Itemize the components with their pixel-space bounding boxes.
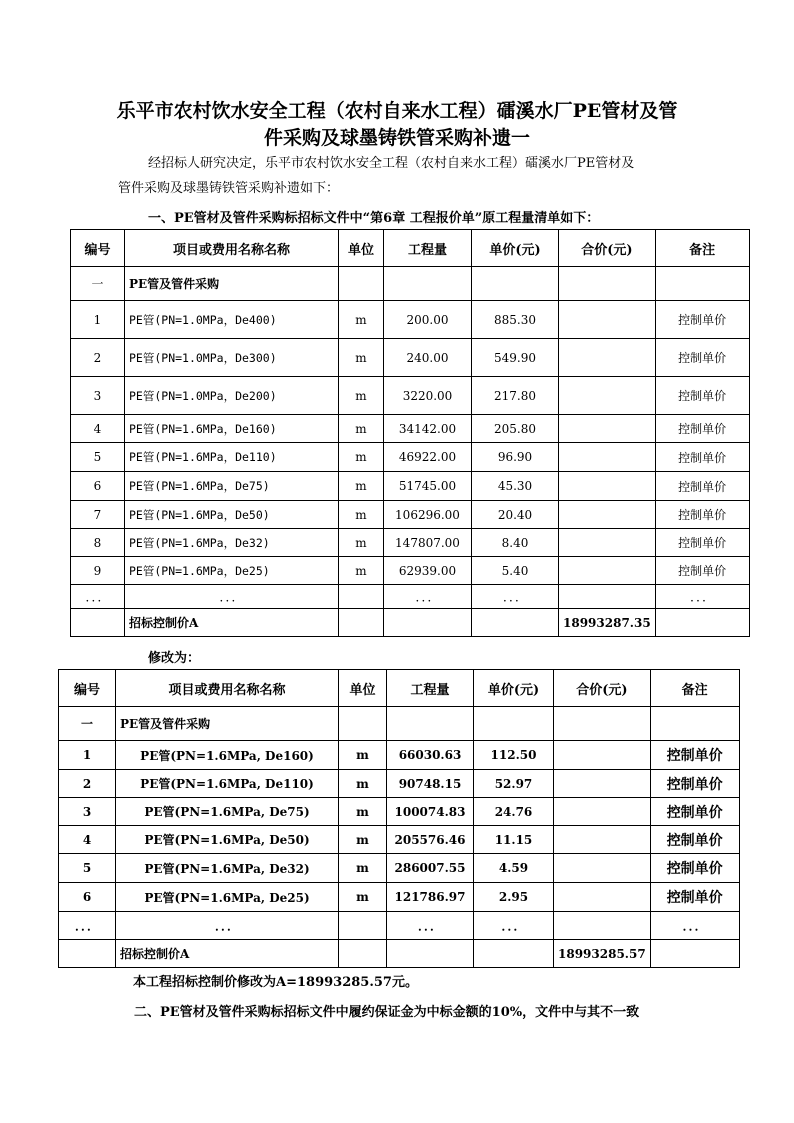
row-name: PE管(PN=1.6MPa，De110): [125, 443, 339, 472]
header-total: 合价(元): [559, 230, 656, 267]
ellipsis-cell: ．．．: [384, 585, 472, 609]
row-total: [554, 883, 651, 912]
header-no: 编号: [59, 670, 116, 707]
table-row: [71, 529, 750, 557]
row-price: 24.76: [474, 798, 554, 826]
empty-cell: [339, 585, 384, 609]
row-no: 6: [59, 883, 116, 912]
row-price: 52.97: [474, 770, 554, 798]
row-unit: m: [339, 501, 384, 529]
ellipsis-cell: ．．．: [125, 585, 339, 609]
row-total: [554, 798, 651, 826]
ellipsis-cell: ．．．: [655, 585, 749, 609]
header-qty: 工程量: [387, 670, 474, 707]
row-name: PE管(PN=1.6MPa，De32): [125, 529, 339, 557]
row-no: 5: [59, 854, 116, 883]
row-qty: 51745.00: [384, 472, 472, 501]
row-name: PE管(PN=1.6MPa，De75): [125, 472, 339, 501]
row-no: 9: [71, 557, 125, 585]
table-row: [59, 854, 740, 883]
row-total: [559, 557, 656, 585]
row-qty: 90748.15: [387, 770, 474, 798]
header-price: 单价(元): [474, 670, 554, 707]
row-name: PE管(PN=1.6MPa，De50): [125, 501, 339, 529]
row-note: 控制单价: [650, 854, 739, 883]
row-unit: m: [339, 377, 384, 415]
table-header-row: [71, 230, 750, 267]
row-no: 5: [71, 443, 125, 472]
row-price: 20.40: [472, 501, 559, 529]
table-row: [71, 415, 750, 443]
table-row: [71, 301, 750, 339]
ellipsis-cell: ．．．: [387, 912, 474, 940]
footer-section2: 二、PE管材及管件采购标招标文件中履约保证金为中标金额的10%，文件中与其不一致: [134, 1005, 640, 1020]
empty-cell: [655, 267, 749, 301]
row-name: PE管(PN=1.6MPa, De110): [116, 770, 339, 798]
doc-title-line1: 乐平市农村饮水安全工程（农村自来水工程）礌溪水厂PE管材及管: [116, 100, 678, 122]
group-no: 一: [71, 267, 125, 301]
ellipsis-cell: ．．．: [650, 912, 739, 940]
row-qty: 286007.55: [387, 854, 474, 883]
row-unit: m: [339, 854, 387, 883]
empty-cell: [339, 609, 384, 637]
row-total: [559, 339, 656, 377]
row-no: 8: [71, 529, 125, 557]
row-note: 控制单价: [650, 883, 739, 912]
row-unit: m: [339, 529, 384, 557]
row-unit: m: [339, 472, 384, 501]
empty-cell: [387, 940, 474, 968]
empty-cell: [472, 267, 559, 301]
intro-line2: 管件采购及球墨铸铁管采购补遗如下：: [118, 181, 340, 196]
ellipsis-cell: ．．．: [474, 912, 554, 940]
row-no: 3: [71, 377, 125, 415]
table-row: [59, 741, 740, 770]
ellipsis-row: [71, 585, 750, 609]
row-no: 1: [71, 301, 125, 339]
group-no: 一: [59, 707, 116, 741]
intro-line1: 经招标人研究决定，乐平市农村饮水安全工程（农村自来水工程）礌溪水厂PE管材及: [148, 156, 635, 171]
row-price: 45.30: [472, 472, 559, 501]
row-price: 885.30: [472, 301, 559, 339]
row-price: 8.40: [472, 529, 559, 557]
row-qty: 240.00: [384, 339, 472, 377]
row-note: 控制单价: [650, 770, 739, 798]
row-qty: 200.00: [384, 301, 472, 339]
empty-cell: [384, 609, 472, 637]
row-note: 控制单价: [655, 301, 749, 339]
row-total: [559, 415, 656, 443]
row-total: [559, 472, 656, 501]
table-row: [71, 501, 750, 529]
row-name: PE管(PN=1.6MPa, De25): [116, 883, 339, 912]
empty-cell: [71, 609, 125, 637]
modified-quantity-table: [58, 669, 740, 968]
row-name: PE管(PN=1.6MPa, De32): [116, 854, 339, 883]
row-name: PE管(PN=1.6MPa, De50): [116, 826, 339, 854]
row-qty: 121786.97: [387, 883, 474, 912]
row-note: 控制单价: [655, 339, 749, 377]
row-note: 控制单价: [655, 443, 749, 472]
row-qty: 100074.83: [387, 798, 474, 826]
row-unit: m: [339, 883, 387, 912]
row-name: PE管(PN=1.6MPa，De160): [125, 415, 339, 443]
row-name: PE管(PN=1.0MPa，De200): [125, 377, 339, 415]
header-price: 单价(元): [472, 230, 559, 267]
row-unit: m: [339, 798, 387, 826]
row-qty: 106296.00: [384, 501, 472, 529]
row-note: 控制单价: [655, 472, 749, 501]
row-qty: 66030.63: [387, 741, 474, 770]
group-row: [59, 707, 740, 741]
row-price: 5.40: [472, 557, 559, 585]
row-total: [559, 501, 656, 529]
empty-cell: [474, 707, 554, 741]
total-row: [59, 940, 740, 968]
row-note: 控制单价: [650, 741, 739, 770]
table-row: [59, 770, 740, 798]
empty-cell: [474, 940, 554, 968]
original-quantity-table: [70, 229, 750, 637]
row-unit: m: [339, 415, 384, 443]
row-name: PE管(PN=1.0MPa，De300): [125, 339, 339, 377]
header-unit: 单位: [339, 670, 387, 707]
row-price: 549.90: [472, 339, 559, 377]
row-total: [559, 301, 656, 339]
row-no: 7: [71, 501, 125, 529]
row-qty: 62939.00: [384, 557, 472, 585]
header-qty: 工程量: [384, 230, 472, 267]
header-total: 合价(元): [554, 670, 651, 707]
empty-cell: [650, 940, 739, 968]
row-qty: 147807.00: [384, 529, 472, 557]
row-unit: m: [339, 301, 384, 339]
row-qty: 46922.00: [384, 443, 472, 472]
row-price: 112.50: [474, 741, 554, 770]
row-qty: 205576.46: [387, 826, 474, 854]
empty-cell: [554, 707, 651, 741]
row-price: 11.15: [474, 826, 554, 854]
ellipsis-cell: ．．．: [59, 912, 116, 940]
row-unit: m: [339, 741, 387, 770]
row-no: 1: [59, 741, 116, 770]
row-price: 4.59: [474, 854, 554, 883]
row-no: 4: [71, 415, 125, 443]
header-name: 项目或费用名称名称: [116, 670, 339, 707]
row-unit: m: [339, 339, 384, 377]
row-total: [559, 529, 656, 557]
empty-cell: [384, 267, 472, 301]
empty-cell: [559, 267, 656, 301]
total-label: 招标控制价A: [125, 609, 339, 637]
ellipsis-cell: ．．．: [472, 585, 559, 609]
header-name: 项目或费用名称名称: [125, 230, 339, 267]
row-price: 205.80: [472, 415, 559, 443]
group-row: [71, 267, 750, 301]
total-value: 18993285.57: [554, 940, 651, 968]
header-note: 备注: [655, 230, 749, 267]
total-label: 招标控制价A: [116, 940, 339, 968]
empty-cell: [655, 609, 749, 637]
empty-cell: [339, 707, 387, 741]
doc-title-line2: 件采购及球墨铸铁管采购补遗一: [263, 127, 530, 149]
row-name: PE管(PN=1.6MPa, De160): [116, 741, 339, 770]
header-no: 编号: [71, 230, 125, 267]
table-row: [71, 377, 750, 415]
table-row: [59, 883, 740, 912]
table-row: [71, 443, 750, 472]
empty-cell: [339, 912, 387, 940]
row-note: 控制单价: [655, 377, 749, 415]
row-name: PE管(PN=1.6MPa，De25): [125, 557, 339, 585]
empty-cell: [472, 609, 559, 637]
row-unit: m: [339, 443, 384, 472]
row-note: 控制单价: [650, 798, 739, 826]
row-qty: 3220.00: [384, 377, 472, 415]
row-unit: m: [339, 770, 387, 798]
row-total: [559, 377, 656, 415]
table-row: [71, 557, 750, 585]
row-note: 控制单价: [655, 557, 749, 585]
table-row: [59, 798, 740, 826]
ellipsis-cell: ．．．: [116, 912, 339, 940]
group-name: PE管及管件采购: [125, 267, 339, 301]
empty-cell: [554, 912, 651, 940]
header-note: 备注: [650, 670, 739, 707]
table-header-row: [59, 670, 740, 707]
header-unit: 单位: [339, 230, 384, 267]
row-total: [559, 443, 656, 472]
footer-control-price: 本工程招标控制价修改为A=18993285.57元。: [133, 975, 418, 990]
row-no: 6: [71, 472, 125, 501]
row-name: PE管(PN=1.0MPa，De400): [125, 301, 339, 339]
table-row: [59, 826, 740, 854]
empty-cell: [650, 707, 739, 741]
row-qty: 34142.00: [384, 415, 472, 443]
group-name: PE管及管件采购: [116, 707, 339, 741]
ellipsis-cell: ．．．: [71, 585, 125, 609]
row-note: 控制单价: [655, 529, 749, 557]
table-row: [71, 472, 750, 501]
table-row: [71, 339, 750, 377]
modified-heading: 修改为：: [148, 651, 201, 666]
row-no: 3: [59, 798, 116, 826]
row-price: 217.80: [472, 377, 559, 415]
row-note: 控制单价: [655, 501, 749, 529]
empty-cell: [387, 707, 474, 741]
row-total: [554, 741, 651, 770]
row-name: PE管(PN=1.6MPa, De75): [116, 798, 339, 826]
ellipsis-row: [59, 912, 740, 940]
row-price: 96.90: [472, 443, 559, 472]
empty-cell: [339, 940, 387, 968]
row-total: [554, 770, 651, 798]
row-total: [554, 826, 651, 854]
empty-cell: [339, 267, 384, 301]
section1-heading: 一、PE管材及管件采购标招标文件中“第6章 工程报价单”原工程量清单如下：: [148, 211, 600, 226]
empty-cell: [559, 585, 656, 609]
row-no: 4: [59, 826, 116, 854]
row-note: 控制单价: [650, 826, 739, 854]
row-no: 2: [71, 339, 125, 377]
total-row: [71, 609, 750, 637]
row-price: 2.95: [474, 883, 554, 912]
row-unit: m: [339, 557, 384, 585]
total-value: 18993287.35: [559, 609, 656, 637]
row-unit: m: [339, 826, 387, 854]
empty-cell: [59, 940, 116, 968]
row-total: [554, 854, 651, 883]
row-no: 2: [59, 770, 116, 798]
row-note: 控制单价: [655, 415, 749, 443]
